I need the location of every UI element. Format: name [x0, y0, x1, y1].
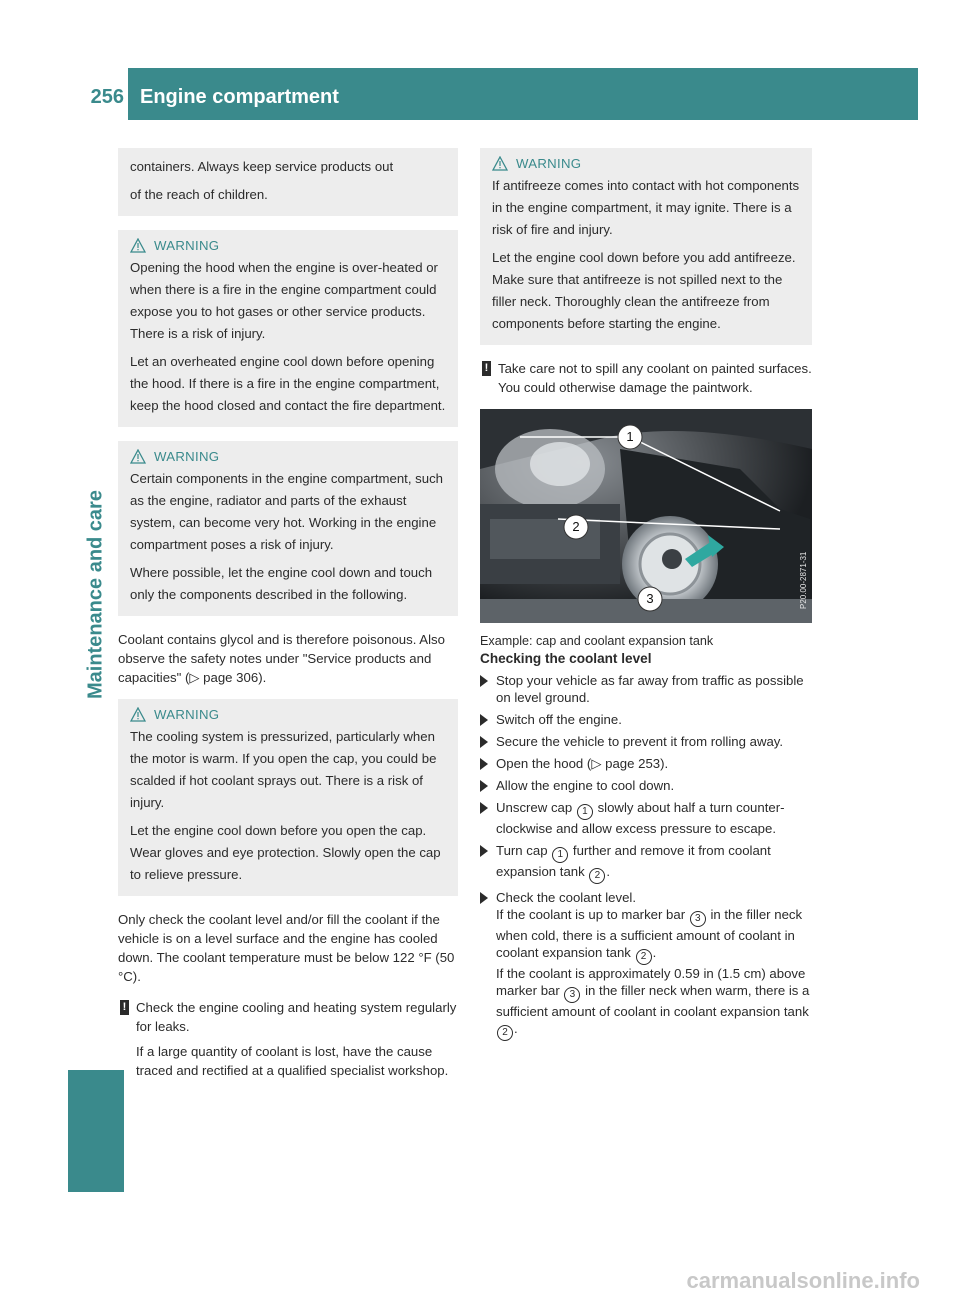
page-number: 256 — [90, 86, 124, 108]
warning-text: Where possible, let the engine cool down and touch only the components described in the following. — [130, 565, 433, 602]
warning-text: Let the engine cool down before you add antifreeze. Make sure that antifreeze is not spilled next to the filler neck. Thoroughly clean the antifreeze from components before starting the engine. — [492, 250, 796, 331]
warning-box-hood — [118, 230, 458, 427]
figure-caption: Example: cap and coolant expansion tank — [480, 634, 714, 648]
ref-callout: 2 — [636, 949, 652, 965]
warning-triangle-icon — [130, 707, 146, 722]
warning-heading — [130, 238, 448, 253]
note-cooling-system — [118, 998, 458, 1080]
warning-text: The cooling system is pressurized, particularly when the motor is warm. If you open the cap, you could be scalded if hot coolant sprays out. There is a risk of injury. — [130, 729, 437, 810]
note-text: Check the engine cooling and heating system regularly for leaks. — [136, 1000, 457, 1034]
step-arrow-icon — [480, 714, 488, 726]
step-item: Stop your vehicle as far away from traffic as possible on level ground. — [480, 672, 812, 706]
warning-text: Let an overheated engine cool down before opening the hood. If there is a fire in the engine compartment, keep the hood closed and contact the fire department. — [130, 354, 446, 413]
side-tab — [68, 120, 124, 1192]
exclamation-icon: ! — [482, 361, 491, 376]
ref-callout: 3 — [564, 987, 580, 1003]
warning-label: WARNING — [154, 238, 220, 253]
step-arrow-icon — [480, 780, 488, 792]
step-item: Secure the vehicle to prevent it from rolling away. — [480, 733, 812, 750]
step-arrow-icon — [480, 758, 488, 770]
step-item: Turn cap 1 further and remove it from coolant expansion tank 2 . — [480, 842, 812, 884]
intro-line1: containers. Always keep service products out — [130, 159, 394, 174]
engine-compartment-photo — [480, 409, 812, 623]
warning-heading — [130, 707, 448, 722]
callout-2: 2 — [572, 519, 580, 534]
callout-1: 1 — [626, 429, 634, 444]
step-arrow-icon — [480, 802, 488, 814]
warning-triangle-icon — [130, 449, 146, 464]
step-item: Allow the engine to cool down. — [480, 777, 812, 794]
step-item: Open the hood (▷ page 253). — [480, 755, 812, 772]
intro-line2: of the reach of children. — [130, 187, 268, 202]
page-title: Engine compartment — [140, 86, 339, 108]
warning-heading — [130, 449, 448, 464]
side-tab-block — [68, 1070, 124, 1192]
note-text: If a large quantity of coolant is lost, have the cause traced and rectified at a qualified specialist workshop. — [136, 1044, 449, 1078]
step-item: Unscrew cap 1 slowly about half a turn counter-clockwise and allow excess pressure to escape. — [480, 799, 812, 837]
warning-text: Let the engine cool down before you open the cap. Wear gloves and eye protection. Slowly open the cap to relieve pressure. — [130, 823, 441, 882]
warning-label: WARNING — [154, 707, 220, 722]
engine-photo-illustration — [480, 409, 812, 623]
warning-text: If antifreeze comes into contact with hot components in the engine compartment, it may ignite. There is a risk of fire and injury. — [492, 178, 800, 237]
figure-code: P20.00-2871-31 — [799, 551, 808, 609]
left-column — [118, 148, 458, 1092]
note-text: Take care not to spill any coolant on painted surfaces. You could otherwise damage the paintwork. — [498, 361, 812, 395]
ref-callout: 1 — [577, 804, 593, 820]
side-tab-label: Maintenance and care — [84, 490, 107, 700]
warning-box-antifreeze — [480, 148, 812, 345]
warning-text: Certain components in the engine compartment, such as the engine, radiator and parts of the exhaust system, can become very hot. Working in the engine compartment poses a risk of injury. — [130, 471, 444, 552]
warning-box-hot-components — [118, 441, 458, 616]
intro-box — [118, 148, 458, 216]
warning-text: Opening the hood when the engine is over-heated or when there is a fire in the engine compartment could expose you to hot gases or other service products. There is a risk of injury. — [130, 260, 438, 341]
note-paintwork — [480, 359, 812, 397]
ref-callout: 2 — [497, 1025, 513, 1041]
ref-callout: 2 — [589, 868, 605, 884]
ref-callout: 3 — [690, 911, 706, 927]
warning-triangle-icon — [492, 156, 508, 171]
ref-callout: 1 — [552, 847, 568, 863]
coolant-paragraph: Coolant contains glycol and is therefore poisonous. Also observe the safety notes under "Service products and capacities" (▷ page 306). — [118, 632, 445, 685]
step-item: Switch off the engine. — [480, 711, 812, 728]
section-heading: Checking the coolant level — [480, 651, 652, 666]
step-arrow-icon — [480, 845, 488, 857]
warning-heading — [492, 156, 802, 171]
warning-label: WARNING — [154, 449, 220, 464]
step-arrow-icon — [480, 675, 488, 687]
step-item: Check the coolant level. If the coolant is up to marker bar 3 in the filler neck when cold, there is a sufficient amount of coolant in coolant expansion tank 2 . If the coolant is approximately 0.59 in (1.5 cm) above marker bar 3 in the filler neck when warm, there is a sufficient amount of coolant in coolant expansion tank 2 . — [480, 889, 812, 1041]
warning-label: WARNING — [516, 156, 582, 171]
watermark: carmanualsonline.info — [686, 1268, 920, 1293]
step-arrow-icon — [480, 892, 488, 904]
check-paragraph: Only check the coolant level and/or fill the coolant if the vehicle is on a level surface and the engine has cooled down. The coolant temperature must be below 122 °F (50 °C). — [118, 912, 455, 984]
callout-3: 3 — [646, 591, 654, 606]
step-arrow-icon — [480, 736, 488, 748]
warning-box-pressure — [118, 699, 458, 896]
warning-triangle-icon — [130, 238, 146, 253]
exclamation-icon: ! — [120, 1000, 129, 1015]
right-column — [480, 148, 812, 1046]
